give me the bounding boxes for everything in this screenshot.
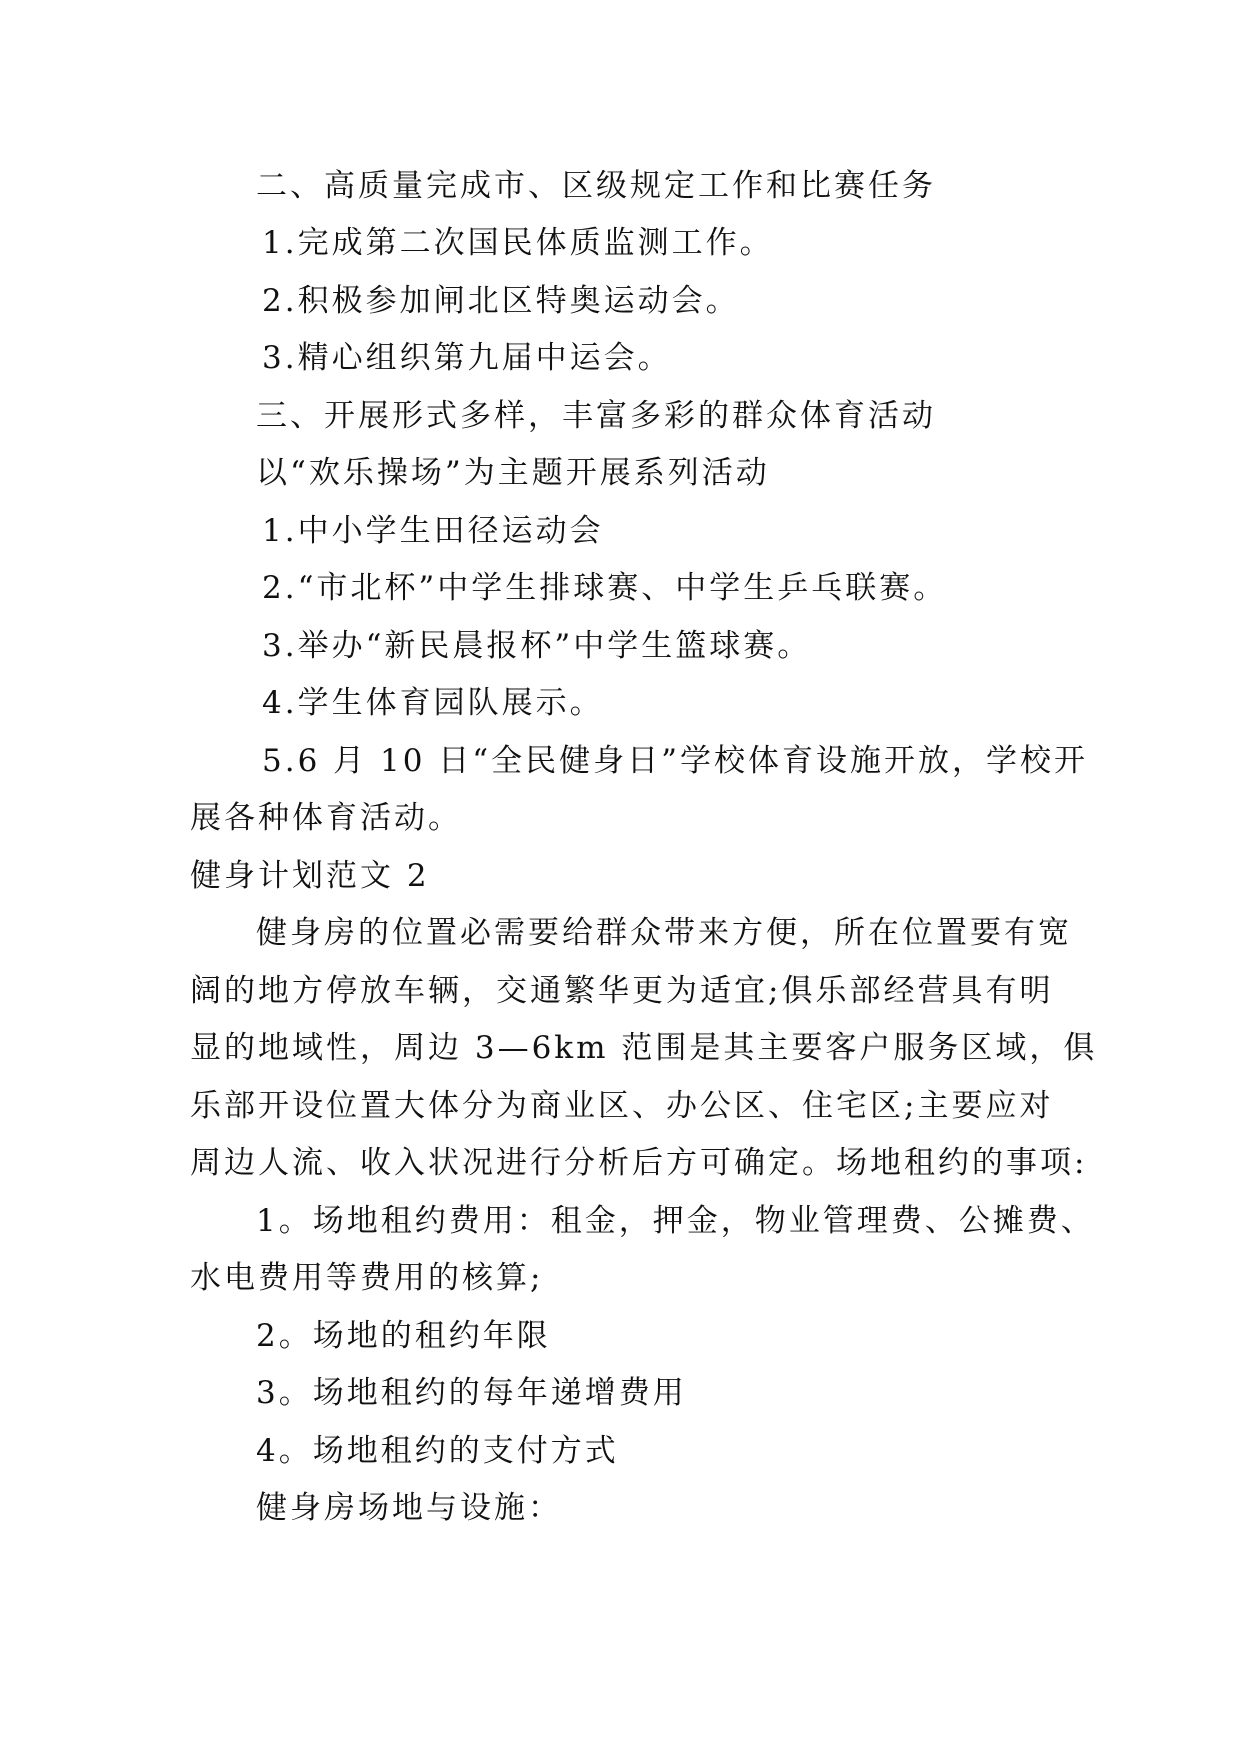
list-item: 1。场地租约费用：租金，押金，物业管理费、公摊费、 [256,1203,1095,1239]
list-item: 4。场地租约的支付方式 [256,1433,619,1469]
article-title: 健身计划范文 2 [190,858,430,894]
list-item: 2.积极参加闸北区特奥运动会。 [262,283,740,319]
paragraph-line: 展各种体育活动。 [190,800,462,836]
paragraph-line: 显的地域性，周边 3—6km 范围是其主要客户服务区域，俱 [190,1030,1098,1066]
list-item: 3.精心组织第九届中运会。 [262,340,672,376]
paragraph-line: 健身房场地与设施： [256,1490,562,1526]
list-item: 2。场地的租约年限 [256,1318,551,1354]
paragraph-line: 周边人流、收入状况进行分析后方可确定。场地租约的事项: [190,1145,1088,1181]
list-item: 4.学生体育园队展示。 [262,685,604,721]
paragraph-line: 健身房的位置必需要给群众带来方便，所在位置要有宽 [256,915,1072,951]
section-heading-3: 三、开展形式多样，丰富多彩的群众体育活动 [256,398,936,434]
list-item: 1.完成第二次国民体质监测工作。 [262,225,774,261]
list-item: 3.举办“新民晨报杯”中学生篮球赛。 [262,628,812,664]
list-item: 3。场地租约的每年递增费用 [256,1375,687,1411]
paragraph-line: 乐部开设位置大体分为商业区、办公区、住宅区;主要应对 [190,1088,1054,1124]
list-item: 5.6 月 10 日“全民健身日”学校体育设施开放，学校开 [262,743,1089,779]
paragraph-line: 水电费用等费用的核算; [190,1260,544,1296]
paragraph-line: 以“欢乐操场”为主题开展系列活动 [256,455,770,491]
list-item: 2.“市北杯”中学生排球赛、中学生乒乓联赛。 [262,570,948,606]
list-item: 1.中小学生田径运动会 [262,513,604,549]
paragraph-line: 阔的地方停放车辆，交通繁华更为适宜;俱乐部经营具有明 [190,973,1054,1009]
section-heading-2: 二、高质量完成市、区级规定工作和比赛任务 [256,168,936,204]
